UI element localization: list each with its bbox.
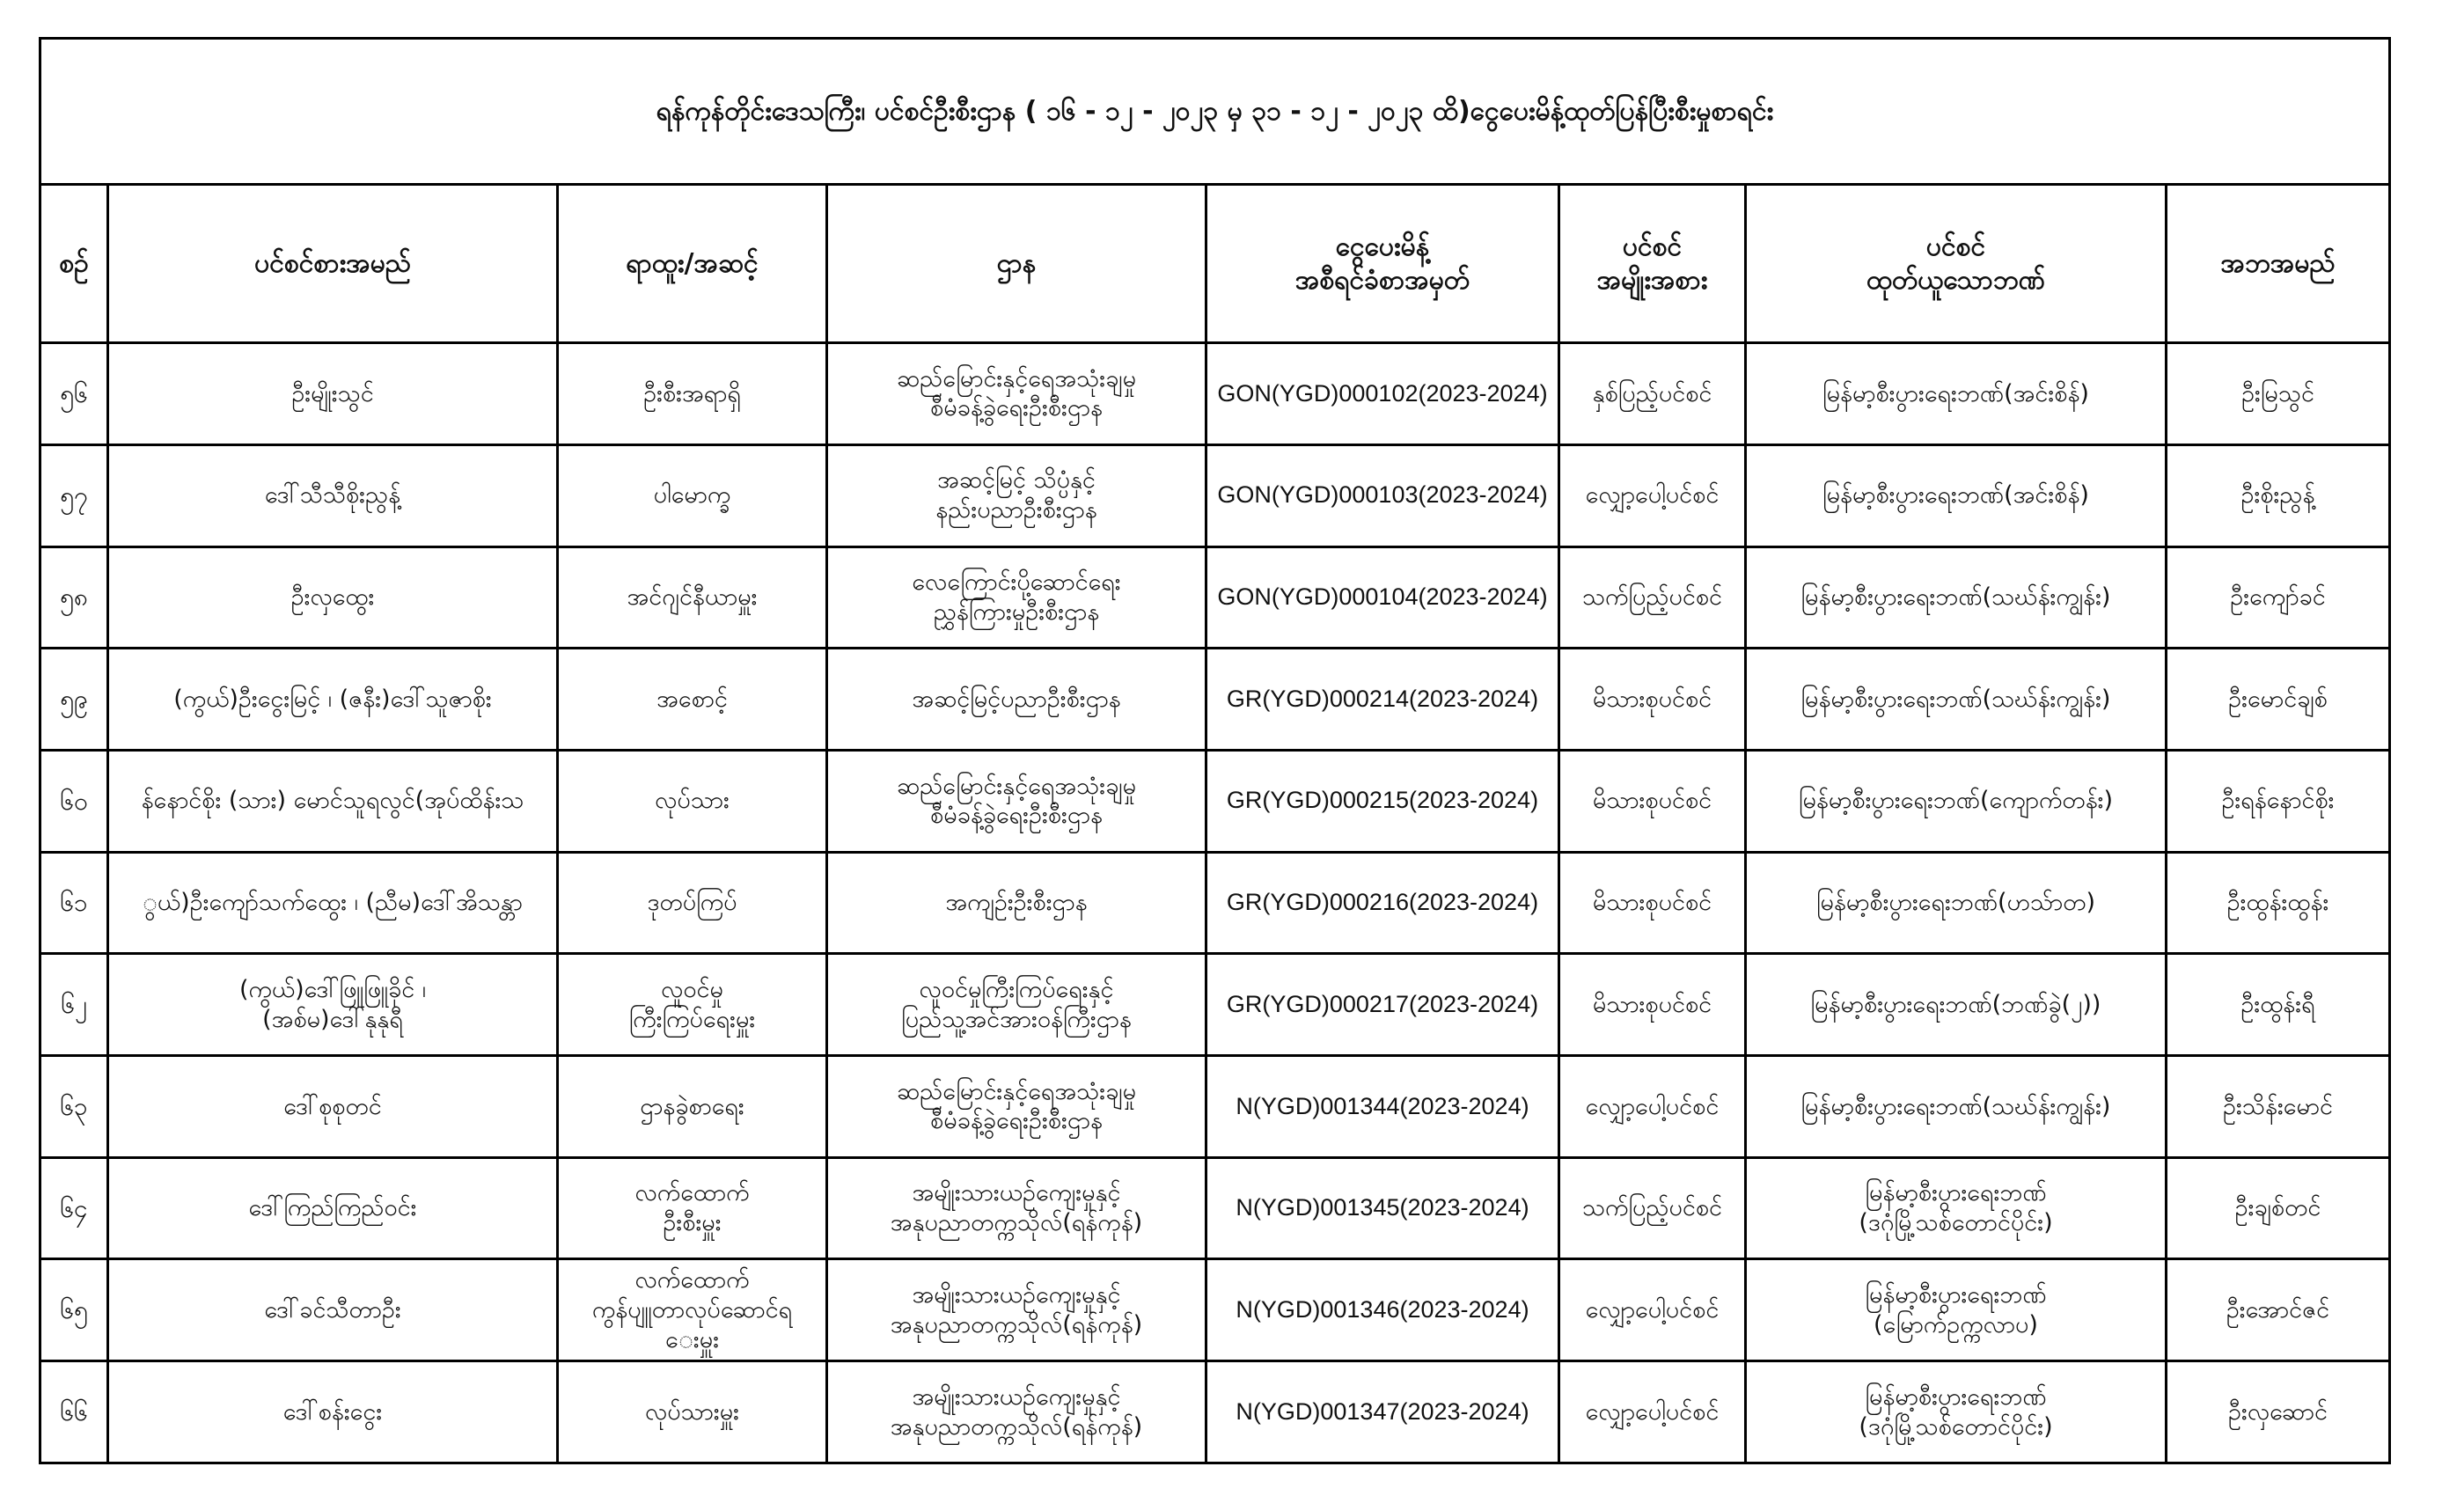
pensioner-name-cell: ဒေါ်စုစုတင် [108,1056,558,1158]
department-cell: အမျိုးသားယဉ်ကျေးမှုနှင့် အနုပညာတက္ကသိုလ်(ရန်ကုန်) [827,1361,1206,1463]
table-row [40,954,2390,1056]
bank-cell: မြန်မာ့စီးပွားရေးဘဏ် (ဒဂုံမြို့သစ်တောင်ပိုင်း) [1746,1157,2167,1259]
rank-cell: ဒုတပ်ကြပ် [558,852,827,954]
department-cell: အကျဉ်းဦးစီးဌာန [827,852,1206,954]
serial-number-cell: ၅၉ [40,649,108,751]
father-name-cell: ဦးထွန်းရီ [2167,954,2390,1056]
pensioner-name-cell: ဦးမျိုးသွင် [108,343,558,445]
bank-cell: မြန်မာ့စီးပွားရေးဘဏ်(ကျောက်တန်း) [1746,750,2167,852]
column-header-pension-type: ပင်စင် အမျိုးအစား [1559,185,1746,343]
pension-table [39,37,2391,1464]
pension-type-cell: မိသားစုပင်စင် [1559,750,1746,852]
bank-cell: မြန်မာ့စီးပွားရေးဘဏ် (မြောက်ဥက္ကလာပ) [1746,1259,2167,1361]
serial-number-cell: ၅၇ [40,444,108,546]
report-number-cell: N(YGD)001346(2023-2024) [1206,1259,1559,1361]
report-number-cell: N(YGD)001344(2023-2024) [1206,1056,1559,1158]
serial-number-cell: ၆၀ [40,750,108,852]
table-row [40,343,2390,445]
report-number-cell: N(YGD)001347(2023-2024) [1206,1361,1559,1463]
report-number-cell: GR(YGD)000214(2023-2024) [1206,649,1559,751]
pensioner-name-cell: (ကွယ်)ဦးငွေးမြင့် ၊ (ဇနီး)ဒေါ်သူဇာစိုး [108,649,558,751]
rank-cell: ဌာနခွဲစာရေး [558,1056,827,1158]
father-name-cell: ဦးချစ်တင် [2167,1157,2390,1259]
table-row [40,1157,2390,1259]
report-number-cell: GON(YGD)000103(2023-2024) [1206,444,1559,546]
column-header-pensioner-name: ပင်စင်စားအမည် [108,185,558,343]
serial-number-cell: ၅၆ [40,343,108,445]
document-title: ရန်ကုန်တိုင်းဒေသကြီး၊ ပင်စင်ဦးစီးဌာန ( ၁၆ - ၁၂ - ၂၀၂၃ မှ ၃၁ - ၁၂ - ၂၀၂၃ ထိ)ငွေပေးမိန့်ထုတ်ပြန်ပြီးစီးမှုစာရင်း [40,39,2390,185]
department-cell: အမျိုးသားယဉ်ကျေးမှုနှင့် အနုပညာတက္ကသိုလ်(ရန်ကုန်) [827,1259,1206,1361]
column-header-serial: စဉ် [40,185,108,343]
table-row [40,546,2390,649]
bank-cell: မြန်မာ့စီးပွားရေးဘဏ်(သဃ်န်းကျွန်း) [1746,1056,2167,1158]
department-cell: ဆည်မြောင်းနှင့်ရေအသုံးချမှု စီမံခန့်ခွဲရေးဦးစီးဌာန [827,343,1206,445]
bank-cell: မြန်မာ့စီးပွားရေးဘဏ်(အင်းစိန်) [1746,343,2167,445]
pension-type-cell: မိသားစုပင်စင် [1559,852,1746,954]
bank-cell: မြန်မာ့စီးပွားရေးဘဏ်(ဘဏ်ခွဲ(၂)) [1746,954,2167,1056]
rank-cell: လူဝင်မှု ကြီးကြပ်ရေးမှူး [558,954,827,1056]
serial-number-cell: ၆၅ [40,1259,108,1361]
department-cell: ဆည်မြောင်းနှင့်ရေအသုံးချမှု စီမံခန့်ခွဲရေးဦးစီးဌာန [827,750,1206,852]
pensioner-name-cell: ွယ်)ဦးကျော်သက်ထွေး ၊ (ညီမ)ဒေါ်အိသန္တာ [108,852,558,954]
father-name-cell: ဦးမောင်ချစ် [2167,649,2390,751]
rank-cell: လက်ထောက် ဦးစီးမှူး [558,1157,827,1259]
father-name-cell: ဦးထွန်းထွန်း [2167,852,2390,954]
bank-cell: မြန်မာ့စီးပွားရေးဘဏ်(ဟသ်ာတ) [1746,852,2167,954]
bank-cell: မြန်မာ့စီးပွားရေးဘဏ်(သဃ်န်းကျွန်း) [1746,649,2167,751]
father-name-cell: ဦးကျော်ခင် [2167,546,2390,649]
column-header-report-number: ငွေပေးမိန့် အစီရင်ခံစာအမှတ် [1206,185,1559,343]
column-header-bank: ပင်စင် ထုတ်ယူသောဘဏ် [1746,185,2167,343]
table-header-row [40,185,2390,343]
pensioner-name-cell: ဒေါ်ကြည်ကြည်ဝင်း [108,1157,558,1259]
pensioner-name-cell: ဒေါ်စန်းငွေး [108,1361,558,1463]
pension-type-cell: နှစ်ပြည့်ပင်စင် [1559,343,1746,445]
table-row [40,649,2390,751]
serial-number-cell: ၅၈ [40,546,108,649]
serial-number-cell: ၆၁ [40,852,108,954]
table-row [40,1259,2390,1361]
report-number-cell: GR(YGD)000216(2023-2024) [1206,852,1559,954]
father-name-cell: ဦးအောင်ဇင် [2167,1259,2390,1361]
table-row [40,1361,2390,1463]
serial-number-cell: ၆၂ [40,954,108,1056]
pensioner-name-cell: ဒေါ်သီသီစိုးညွန့် [108,444,558,546]
pension-type-cell: လျှော့ပေါ့ပင်စင် [1559,1361,1746,1463]
report-number-cell: GON(YGD)000104(2023-2024) [1206,546,1559,649]
department-cell: လေကြောင်းပို့ဆောင်ရေး ညွှန်ကြားမှုဦးစီးဌာန [827,546,1206,649]
table-row [40,750,2390,852]
bank-cell: မြန်မာ့စီးပွားရေးဘဏ်(အင်းစိန်) [1746,444,2167,546]
serial-number-cell: ၆၆ [40,1361,108,1463]
pensioner-name-cell: ဒေါ်ခင်သီတာဦး [108,1259,558,1361]
department-cell: အမျိုးသားယဉ်ကျေးမှုနှင့် အနုပညာတက္ကသိုလ်(ရန်ကုန်) [827,1157,1206,1259]
table-row [40,1056,2390,1158]
pension-type-cell: မိသားစုပင်စင် [1559,649,1746,751]
rank-cell: လက်ထောက် ကွန်ပျူတာလုပ်ဆောင်ရ ေးမှူး [558,1259,827,1361]
table-row [40,444,2390,546]
serial-number-cell: ၆၃ [40,1056,108,1158]
pension-type-cell: လျှော့ပေါ့ပင်စင် [1559,1056,1746,1158]
pensioner-name-cell: န်နောင်စိုး (သား) မောင်သူရလွင်(အုပ်ထိန်းသ [108,750,558,852]
rank-cell: အစောင့် [558,649,827,751]
bank-cell: မြန်မာ့စီးပွားရေးဘဏ်(သဃ်န်းကျွန်း) [1746,546,2167,649]
column-header-rank: ရာထူး/အဆင့် [558,185,827,343]
rank-cell: ဦးစီးအရာရှိ [558,343,827,445]
rank-cell: လုပ်သား [558,750,827,852]
rank-cell: အင်ဂျင်နီယာမှူး [558,546,827,649]
column-header-father-name: အဘအမည် [2167,185,2390,343]
department-cell: အဆင့်မြင့် သိပ္ပံနှင့် နည်းပညာဦးစီးဌာန [827,444,1206,546]
rank-cell: ပါမောက္ခ [558,444,827,546]
bank-cell: မြန်မာ့စီးပွားရေးဘဏ် (ဒဂုံမြို့သစ်တောင်ပိုင်း) [1746,1361,2167,1463]
pensioner-name-cell: ဦးလှထွေး [108,546,558,649]
father-name-cell: ဦးစိုးညွန့် [2167,444,2390,546]
father-name-cell: ဦးသိန်းမောင် [2167,1056,2390,1158]
column-header-department: ဌာန [827,185,1206,343]
pension-type-cell: လျှော့ပေါ့ပင်စင် [1559,1259,1746,1361]
pension-type-cell: လျှော့ပေါ့ပင်စင် [1559,444,1746,546]
pension-type-cell: သက်ပြည့်ပင်စင် [1559,1157,1746,1259]
department-cell: လူဝင်မှုကြီးကြပ်ရေးနှင့် ပြည်သူ့အင်အားဝန်ကြီးဌာန [827,954,1206,1056]
report-number-cell: N(YGD)001345(2023-2024) [1206,1157,1559,1259]
report-number-cell: GR(YGD)000215(2023-2024) [1206,750,1559,852]
serial-number-cell: ၆၄ [40,1157,108,1259]
pension-list-document [39,37,2388,1464]
table-row [40,852,2390,954]
rank-cell: လုပ်သားမှူး [558,1361,827,1463]
report-number-cell: GR(YGD)000217(2023-2024) [1206,954,1559,1056]
department-cell: ဆည်မြောင်းနှင့်ရေအသုံးချမှု စီမံခန့်ခွဲရေးဦးစီးဌာန [827,1056,1206,1158]
pension-type-cell: သက်ပြည့်ပင်စင် [1559,546,1746,649]
department-cell: အဆင့်မြင့်ပညာဦးစီးဌာန [827,649,1206,751]
pension-type-cell: မိသားစုပင်စင် [1559,954,1746,1056]
father-name-cell: ဦးလှဆောင် [2167,1361,2390,1463]
father-name-cell: ဦးမြသွင် [2167,343,2390,445]
father-name-cell: ဦးရန်နောင်စိုး [2167,750,2390,852]
pensioner-name-cell: (ကွယ်)ဒေါ်ဖြူဖြူခိုင် ၊ (အစ်မ)ဒေါ်နုနုရီ [108,954,558,1056]
report-number-cell: GON(YGD)000102(2023-2024) [1206,343,1559,445]
